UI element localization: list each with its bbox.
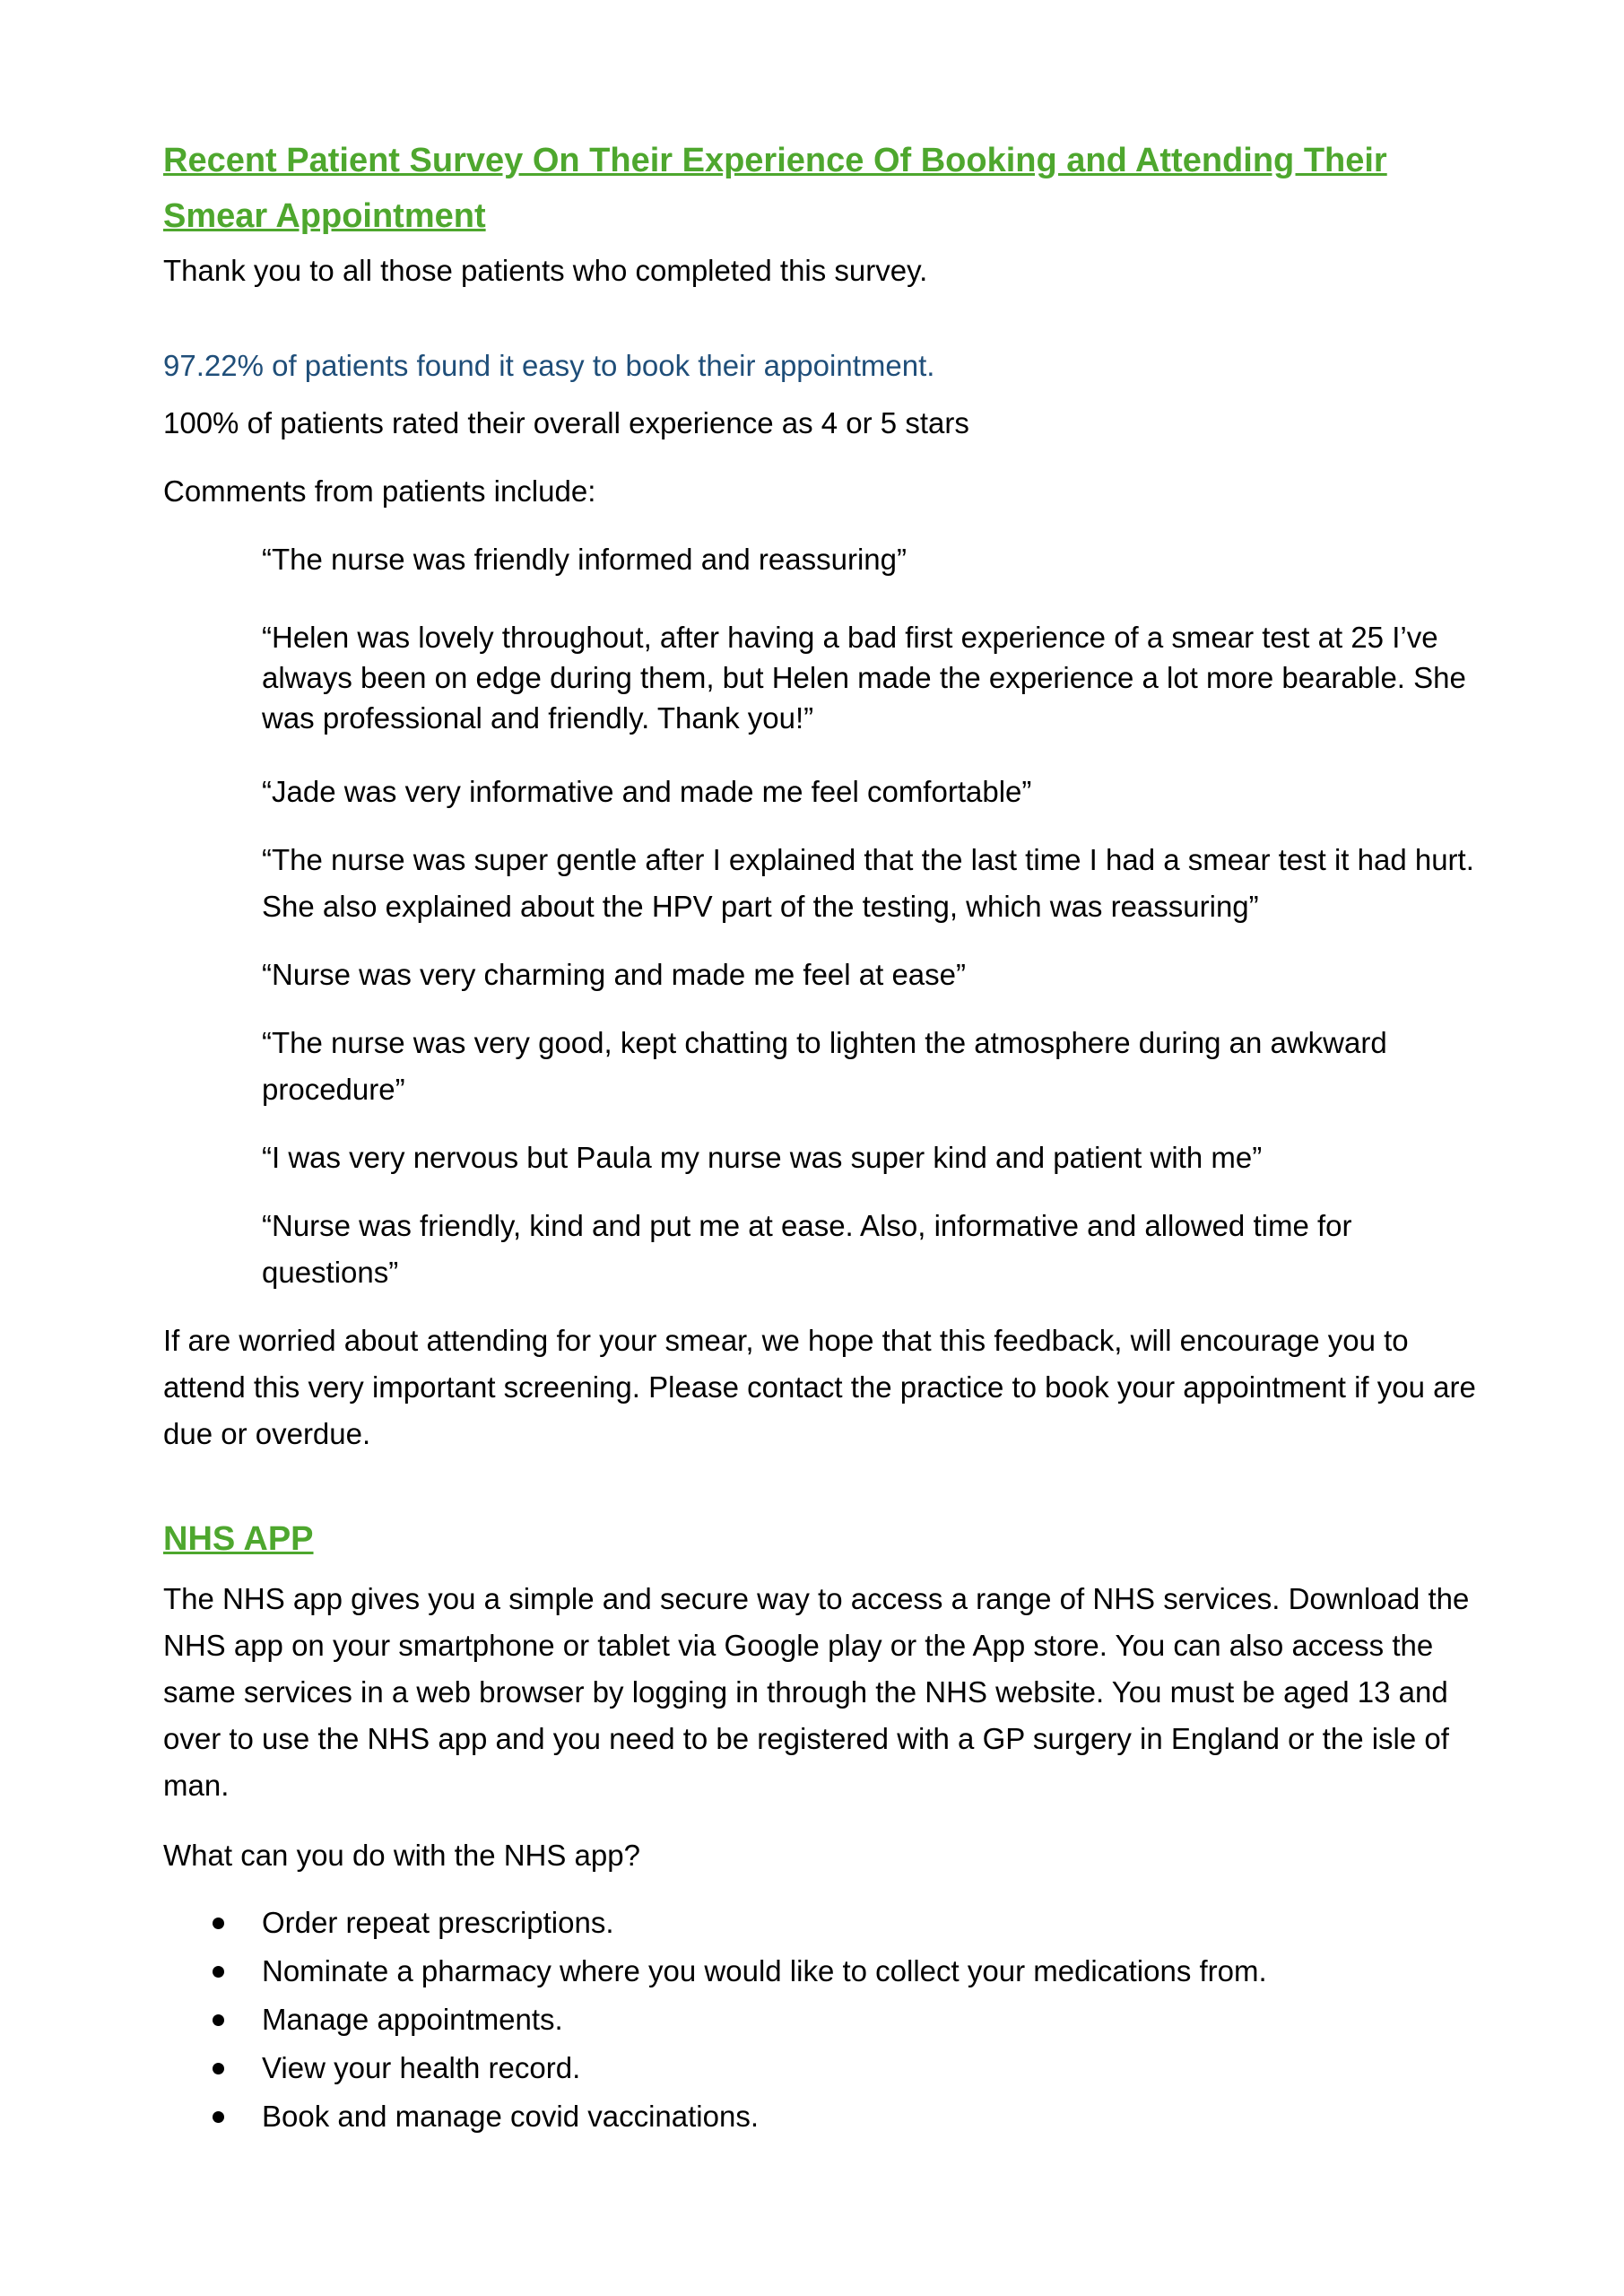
bullet-icon: [213, 1918, 224, 1929]
patient-quote: “Nurse was friendly, kind and put me at ease. Also, informative and allowed time for questions”: [262, 1209, 1352, 1289]
patient-quote: “Nurse was very charming and made me feel at ease”: [262, 958, 967, 991]
survey-thanks: Thank you to all those patients who completed this survey.: [163, 254, 928, 287]
bullet-icon: [213, 2063, 224, 2074]
feature-label: View your health record.: [262, 2051, 581, 2084]
survey-heading: Recent Patient Survey On Their Experience Of Booking and Attending Their Smear Appointment: [163, 142, 1387, 235]
list-item: [163, 1947, 1490, 1996]
list-item: [163, 1996, 1490, 2044]
patient-comments: [262, 536, 1490, 1296]
bullet-icon: [213, 2111, 224, 2123]
comments-intro: Comments from patients include:: [163, 474, 596, 508]
document-body: [163, 133, 1490, 2141]
patient-quote: “The nurse was friendly informed and reassuring”: [262, 543, 907, 576]
bullet-icon: [213, 1966, 224, 1978]
patient-quote: “Jade was very informative and made me feel comfortable”: [262, 775, 1032, 808]
list-item: [163, 2092, 1490, 2141]
feature-label: Book and manage covid vaccinations.: [262, 2100, 760, 2133]
patient-quote: “The nurse was super gentle after I explained that the last time I had a smear test it had hurt. She also explained about the HPV part of the testing, which was reassuring”: [262, 843, 1474, 923]
bullet-icon: [213, 2014, 224, 2026]
rating-stat: 100% of patients rated their overall experience as 4 or 5 stars: [163, 406, 969, 439]
nhs-app-intro: The NHS app gives you a simple and secure way to access a range of NHS services. Download the NHS app on your smartphone or tablet via Google play or the App store. You can also access the same services in a web browser by logging in through the NHS website. You must be aged 13 and over to use the NHS app and you need to be registered with a GP surgery in England or the isle of man.: [163, 1582, 1470, 1802]
nhs-app-feature-list: [163, 1899, 1490, 2141]
feature-label: Order repeat prescriptions.: [262, 1906, 614, 1939]
feature-label: Manage appointments.: [262, 2003, 563, 2036]
closing-paragraph: If are worried about attending for your smear, we hope that this feedback, will encourage you to attend this very important screening. Please contact the practice to book your appointment if you are due or overdue.: [163, 1324, 1476, 1450]
list-item: [163, 1899, 1490, 1947]
list-item: [163, 2044, 1490, 2092]
booking-stat: 97.22% of patients found it easy to book their appointment.: [163, 349, 935, 382]
nhs-app-heading: NHS APP: [163, 1520, 314, 1558]
nhs-app-question: What can you do with the NHS app?: [163, 1839, 640, 1872]
patient-quote: “I was very nervous but Paula my nurse was super kind and patient with me”: [262, 1141, 1263, 1174]
patient-quote: “The nurse was very good, kept chatting to lighten the atmosphere during an awkward procedure”: [262, 1026, 1387, 1106]
feature-label: Nominate a pharmacy where you would like to collect your medications from.: [262, 1954, 1267, 1987]
patient-quote: “Helen was lovely throughout, after having a bad first experience of a smear test at 25 I’ve always been on edge during them, but Helen made the experience a lot more bearable. She was professional and friendly. Thank you!”: [262, 621, 1466, 735]
